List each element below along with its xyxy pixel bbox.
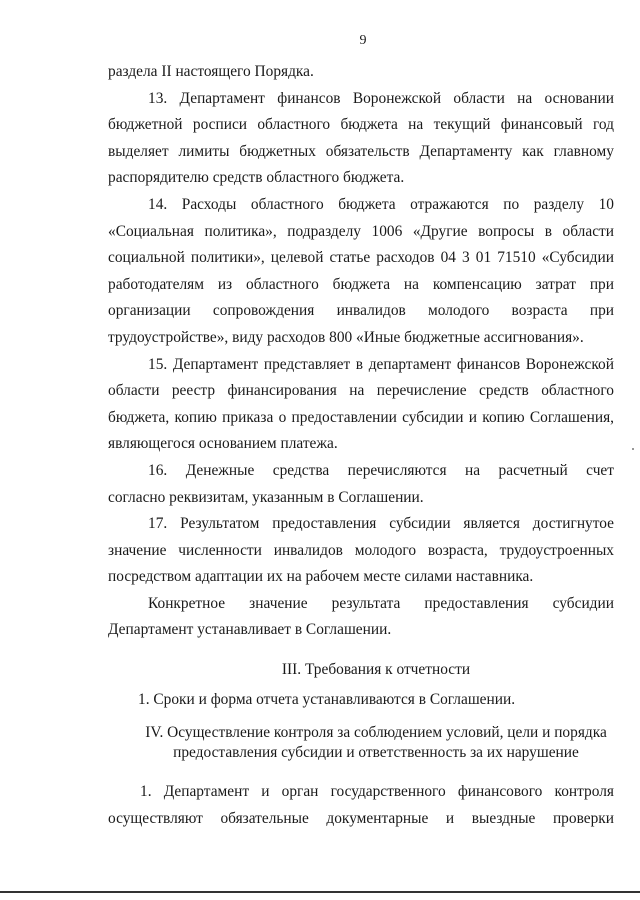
- paragraph-13-line: распорядителю средств областного бюджета.: [108, 169, 405, 187]
- paragraph-14-line: организации сопровождения инвалидов молодого возраста при: [108, 302, 614, 320]
- scan-speck: [632, 448, 634, 450]
- paragraph-line: раздела II настоящего Порядка.: [108, 63, 314, 80]
- paragraph-16-line: 16. Денежные средства перечисляются на расчетный счет: [148, 461, 614, 479]
- paragraph-15-line: бюджета, копию приказа о предоставлении субсидии и копию Соглашения,: [108, 408, 614, 426]
- paragraph-17-line: значение численности инвалидов молодого возраста, трудоустроенных: [108, 541, 614, 559]
- paragraph-14-line: социальной политики», целевой статье расходов 04 3 01 71510 «Субсидии: [108, 249, 614, 267]
- section-4-title-line: предоставления субсидии и ответственность за их нарушение: [173, 744, 579, 762]
- document-body: [108, 59, 614, 832]
- paragraph-15-line: 15. Департамент представляет в департамент финансов Воронежской: [148, 355, 614, 373]
- paragraph-16-line: согласно реквизитам, указанным в Соглашении.: [108, 488, 424, 506]
- section-4-paragraph-line: 1. Департамент и орган государственного финансового контроля: [140, 783, 614, 801]
- page-bottom-edge: [0, 891, 640, 893]
- paragraph-17-line: 17. Результатом предоставления субсидии является достигнутое: [148, 515, 614, 533]
- page-number: 9: [359, 33, 367, 48]
- section-3-item: 1. Сроки и форма отчета устанавливаются в Соглашении.: [138, 690, 516, 708]
- paragraph-13-line: 13. Департамент финансов Воронежской области на основании: [148, 89, 614, 107]
- paragraph-13-line: выделяет лимиты бюджетных обязательств Департаменту как главному: [108, 142, 614, 160]
- section-4-title-line: IV. Осуществление контроля за соблюдением условий, цели и порядка: [145, 724, 607, 742]
- paragraph-14-line: 14. Расходы областного бюджета отражаются по разделу 10: [148, 195, 614, 213]
- paragraph-14-line: работодателям из областного бюджета на компенсацию затрат при: [108, 275, 614, 293]
- paragraph-result-line: Департамент устанавливает в Соглашении.: [108, 621, 392, 639]
- paragraph-17-line: посредством адаптации их на рабочем месте силами наставника.: [108, 568, 534, 586]
- paragraph-15-line: области реестр финансирования на перечисление средств областного: [108, 382, 614, 400]
- paragraph-13-line: бюджетной росписи областного бюджета на текущий финансовый год: [108, 116, 614, 134]
- paragraph-result-line: Конкретное значение результата предоставления субсидии: [148, 594, 614, 612]
- section-4-title: [108, 723, 614, 763]
- paragraph-14-line: «Социальная политика», подразделу 1006 «Другие вопросы в области: [108, 222, 614, 240]
- paragraph-15-line: являющегося основанием платежа.: [108, 435, 338, 453]
- section-3-title: III. Требования к отчетности: [281, 661, 471, 679]
- section-4-paragraph-line: осуществляют обязательные документарные и выездные проверки: [108, 809, 614, 827]
- paragraph-14-line: трудоустройстве», виду расходов 800 «Иные бюджетные ассигнования».: [108, 328, 584, 346]
